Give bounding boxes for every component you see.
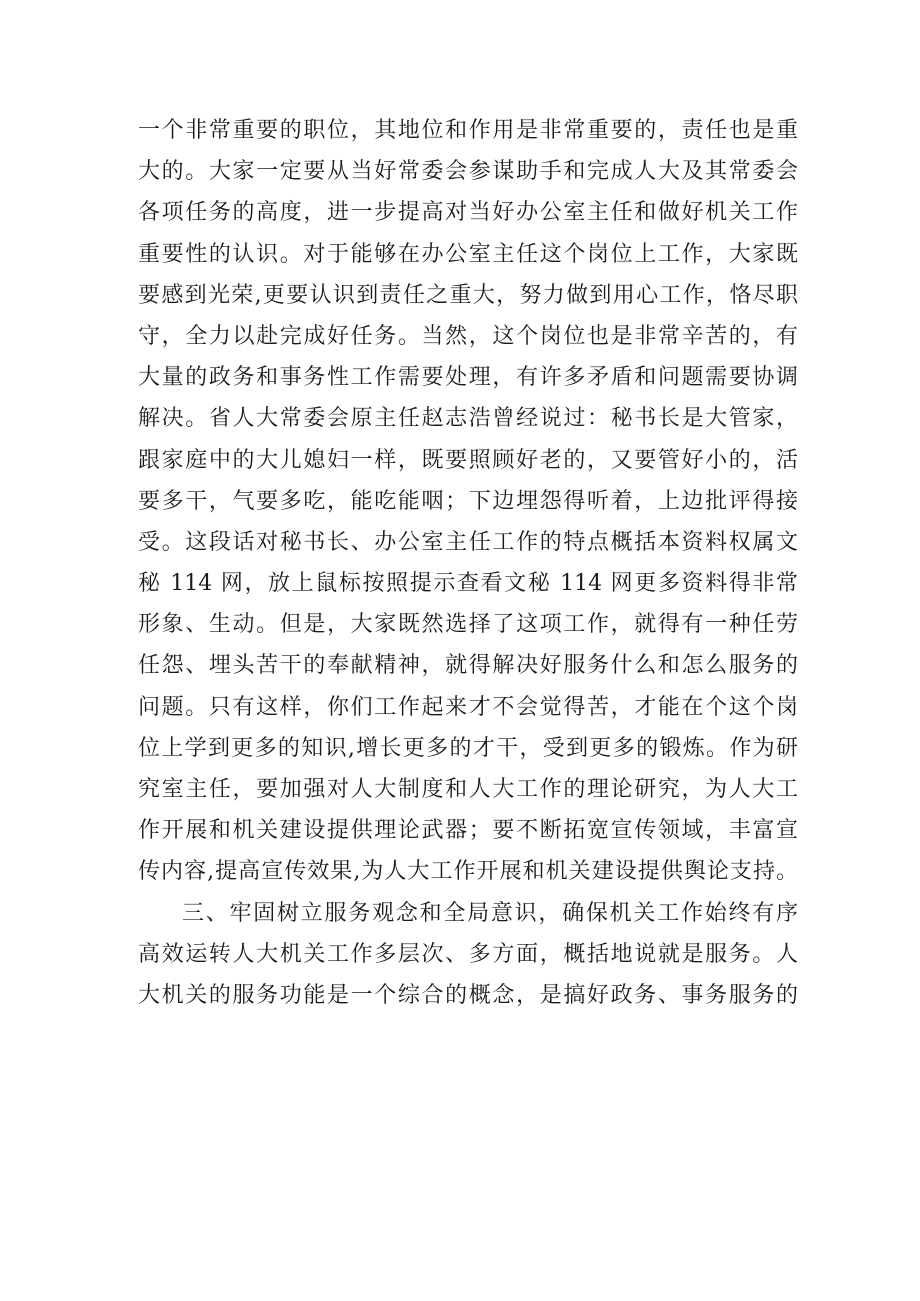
text-line: 跟家庭中的大儿媳妇一样，既要照顾好老的，又要管好小的，活 bbox=[138, 447, 798, 473]
text-line: 要多干，气要多吃，能吃能咽；下边埋怨得听着，上边批评得接 bbox=[138, 488, 798, 514]
text-line: 位上学到更多的知识,增长更多的才干，受到更多的锻炼。作为研 bbox=[138, 735, 798, 761]
text-line: 各项任务的高度，进一步提高对当好办公室主任和做好机关工作 bbox=[138, 200, 798, 226]
text-line: 问题。只有这样，你们工作起来才不会觉得苦，才能在个这个岗 bbox=[138, 694, 798, 720]
text-line: 一个非常重要的职位，其地位和作用是非常重要的，责任也是重 bbox=[138, 118, 798, 143]
text-line: 大量的政务和事务性工作需要处理，有许多矛盾和问题需要协调 bbox=[138, 365, 798, 391]
text-line: 大机关的服务功能是一个综合的概念，是搞好政务、事务服务的 bbox=[138, 982, 798, 1008]
text-line: 解决。省人大常委会原主任赵志浩曾经说过：秘书长是大管家， bbox=[138, 406, 798, 432]
text-line: 守，全力以赴完成好任务。当然，这个岗位也是非常辛苦的，有 bbox=[138, 323, 798, 349]
document-body bbox=[138, 110, 798, 1016]
text-line: 高效运转人大机关工作多层次、多方面，概括地说就是服务。人 bbox=[138, 941, 798, 967]
text-line: 传内容,提高宣传效果,为人大工作开展和机关建设提供舆论支持。 bbox=[138, 859, 798, 885]
text-line: 受。这段话对秘书长、办公室主任工作的特点概括本资料权属文 bbox=[138, 529, 798, 555]
text-line: 大的。大家一定要从当好常委会参谋助手和完成人大及其常委会 bbox=[138, 159, 798, 185]
text-line: 要感到光荣,更要认识到责任之重大，努力做到用心工作，恪尽职 bbox=[138, 282, 798, 308]
text-line: 究室主任，要加强对人大制度和人大工作的理论研究，为人大工 bbox=[138, 777, 798, 802]
text-line: 秘 114 网，放上鼠标按照提示查看文秘 114 网更多资料得非常 bbox=[138, 571, 798, 597]
section-heading-line: 三、牢固树立服务观念和全局意识，确保机关工作始终有序 bbox=[182, 900, 798, 926]
text-line: 重要性的认识。对于能够在办公室主任这个岗位上工作，大家既 bbox=[138, 241, 798, 267]
text-line: 作开展和机关建设提供理论武器；要不断拓宽宣传领域，丰富宣 bbox=[138, 818, 798, 844]
text-line: 任怨、埋头苦干的奉献精神，就得解决好服务什么和怎么服务的 bbox=[138, 653, 798, 679]
text-line: 形象、生动。但是，大家既然选择了这项工作，就得有一种任劳 bbox=[138, 612, 798, 638]
